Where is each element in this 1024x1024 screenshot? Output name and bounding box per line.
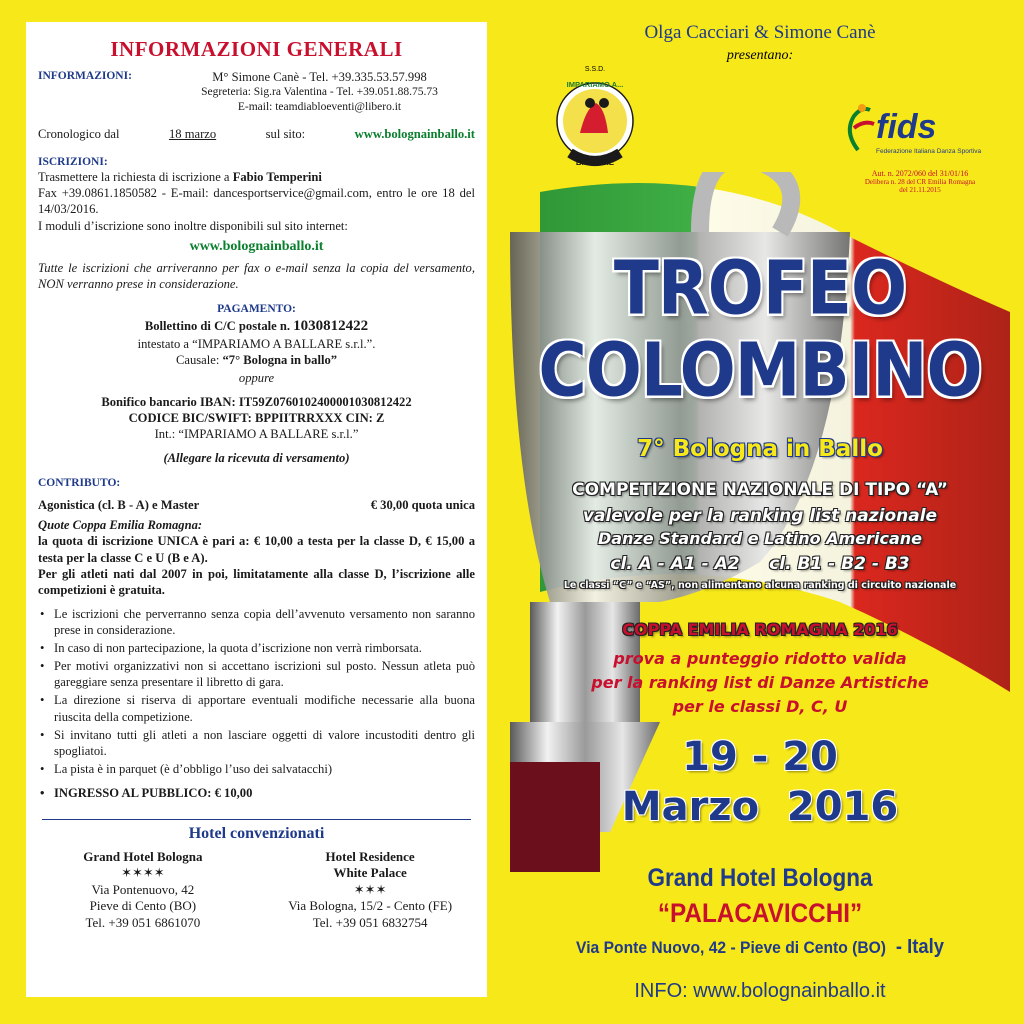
venue-palacavicchi: “PALACAVICCHI” (657, 898, 863, 928)
iscrizioni-section: ISCRIZIONI: Trasmettere la richiesta di iscrizione a Fabio Temperini Fax +39.0861.1850582 - E-mail: dancesportservice@gmail.com, entro le ore 18 del 14/03/2016. I moduli d’iscrizione sono inoltre disponibili sul sito internet: www.bolognainballo.it Tutte le iscrizioni che arriveranno per fax o e-mail senza la copia del versamento, NON verranno prese in considerazione. (38, 155, 475, 291)
stars: ✶✶✶✶ (121, 865, 165, 881)
divider (42, 819, 471, 820)
hotel-white-palace: Hotel Residence White Palace ✶✶✶ Via Bologna, 15/2 - Cento (FE) Tel. +39 051 6832754 (265, 849, 475, 932)
venue-name: Grand Hotel Bologna (647, 864, 873, 892)
event-dates: 19 - 20 (682, 734, 838, 780)
list-item: • Si invitano tutti gli atleti a non lasciare oggetti di valore incustoditi dentro gli spogliatoi. (38, 727, 475, 759)
venue-address: Via Ponte Nuovo, 42 - Pieve di Cento (BO) - Italy (576, 936, 944, 958)
info-email: E-mail: teamdiabloeventi@libero.it (237, 100, 402, 113)
rules-list (38, 606, 475, 777)
hotels-list (38, 849, 475, 932)
general-info-title: INFORMAZIONI GENERALI (110, 37, 403, 61)
pagamento-section: PAGAMENTO: Bollettino di C/C postale n. 1030812422 intestato a “IMPARIAMO A BALLARE s.r.l.”. Causale: “7° Bologna in ballo” oppure Bonifico bancario IBAN: IT59Z0760102400001030812422 CODICE BIC/SWIFT: BPPIITRRXXX CIN: Z Int.: “IMPARIAMO A BALLARE s.r.l.” (Allegare la ricevuta di versamento) (38, 302, 475, 467)
fids-dancer-icon (840, 102, 876, 152)
info-secretary: Segreteria: Sig.ra Valentina - Tel. +39.051.88.75.73 (201, 85, 438, 98)
list-item: • La pista è in parquet (è d’obbligo l’uso dei salvatacchi) (38, 761, 475, 777)
classi-note: Le classi “C” e “AS”, non alimentano alcuna ranking di circuito nazionale (563, 580, 957, 591)
hotels-title: Hotel convenzionati (188, 825, 325, 843)
competizione: COMPETIZIONE NAZIONALE DI TIPO “A” (572, 480, 948, 500)
list-item: • In caso di non partecipazione, la quota d’iscrizione non verrà rimborsata. (38, 640, 475, 656)
ingresso-item: • INGRESSO AL PUBBLICO: € 10,00 (38, 785, 475, 801)
info-site[interactable]: INFO: www.bolognainballo.it (634, 980, 886, 1002)
list-item: • Per motivi organizzativi non si accettano iscrizioni sul posto. Nessun atleta può gareggiare senza presentare il libretto di gara. (38, 658, 475, 690)
list-item: • La direzione si riserva di apportare eventuali modifiche necessarie alla buona riuscita della competizione. (38, 692, 475, 724)
info-block (38, 69, 475, 115)
fids-logo: fids Federazione Italiana Danza Sportiva Aut. n. 2072/060 del 31/01/16 Delibera n. 28 del CR Emilia Romagna del 21.11.2015 (840, 102, 1000, 194)
list-item: • Le iscrizioni che perverranno senza copia dell’avvenuto versamento non saranno prese in considerazione. (38, 606, 475, 638)
stars: ✶✶✶ (353, 881, 387, 897)
valevole: valevole per la ranking list nazionale (582, 506, 938, 526)
prova-line2: per la ranking list di Danze Artistiche (591, 673, 929, 692)
site-link[interactable]: www.bolognainballo.it (354, 127, 475, 142)
event-month-year: Marzo 2016 (621, 784, 899, 830)
iscrizioni-note: Tutte le iscrizioni che arriveranno per fax o e-mail senza la copia del versamento, NON verranno prese in considerazione. (38, 260, 475, 291)
title-colombino: COLOMBINO (538, 327, 982, 414)
coppa-title: COPPA EMILIA ROMAGNA 2016 (622, 620, 898, 639)
pagamento-label: PAGAMENTO: (217, 302, 296, 315)
contributo-section: CONTRIBUTO: Agonistica (cl. B - A) e Master € 30,00 quota unica Quote Coppa Emilia Romagna: la quota di iscrizione UNICA è pari a: € 10,00 a testa per la classe D, € 15,00 a testa per la classe C e U (B e A). Per gli atleti nati dal 2007 in poi, limitatamente alla classe D, l’iscrizione alle competizioni è gratuita. (38, 477, 475, 597)
info-phone: M° Simone Canè - Tel. +39.335.53.57.998 (212, 69, 427, 84)
danze: Danze Standard e Latino Americane (597, 529, 923, 548)
edition: 7° Bologna in Ballo (637, 436, 883, 462)
classes: cl. A - A1 - A2 cl. B1 - B2 - B3 (610, 554, 910, 574)
cronologico-line: Cronologico dal 18 marzo sul sito: www.bolognainballo.it (38, 127, 475, 142)
iscrizioni-site-link[interactable]: www.bolognainballo.it (189, 238, 324, 254)
general-info-panel (26, 22, 487, 997)
presenters: Olga Cacciari & Simone Canè (644, 22, 876, 43)
iscrizioni-label: ISCRIZIONI: (38, 155, 108, 168)
hotel-grand: Grand Hotel Bologna ✶✶✶✶ Via Pontenuovo, 42 Pieve di Cento (BO) Tel. +39 051 6861070 (38, 849, 248, 932)
prova-line3: per le classi D, C, U (672, 697, 848, 716)
contributo-label: CONTRIBUTO: (38, 477, 121, 490)
prova-line1: prova a punteggio ridotto valida (613, 649, 907, 668)
poster-panel (510, 22, 1010, 1012)
info-label: INFORMAZIONI: (38, 69, 132, 82)
impariamo-logo: S.S.D. IMPARIAMO A... BALLARE (550, 66, 640, 176)
presentano: presentano: (726, 48, 794, 63)
title-trofeo: TROFEO (613, 245, 907, 332)
